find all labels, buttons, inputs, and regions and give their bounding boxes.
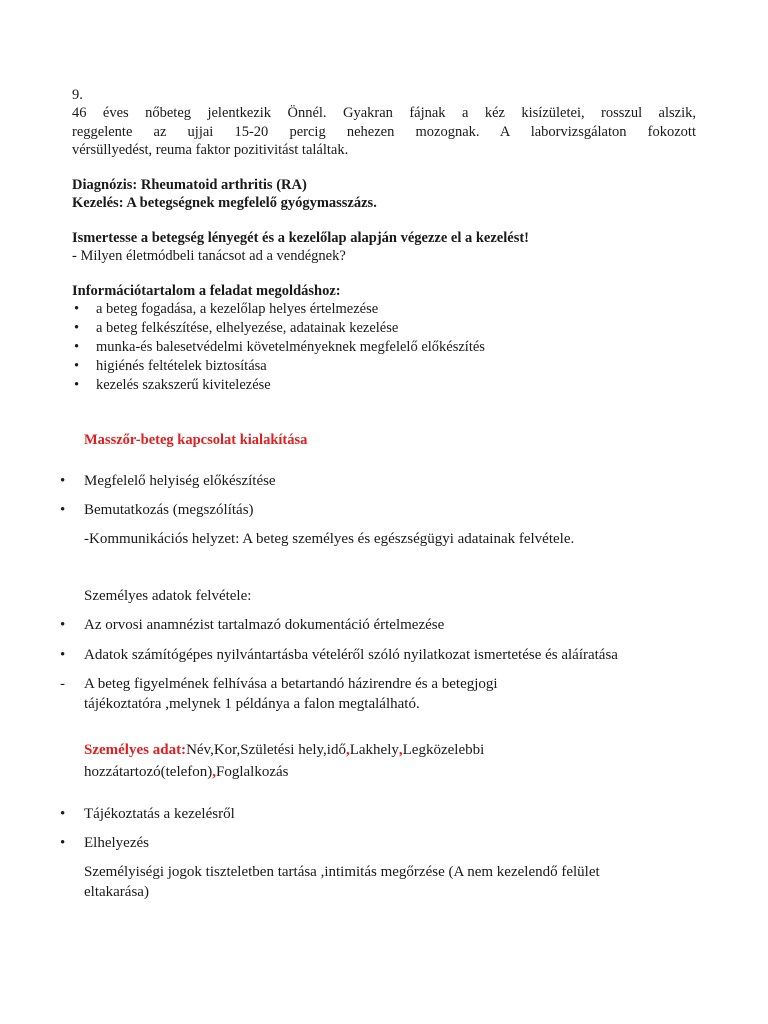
rights-line-1: Személyiségi jogok tiszteletben tartása ,intimitás megőrzése (A nem kezelendő felület: [84, 864, 600, 880]
separator: ,: [212, 764, 217, 780]
list-item-info: Tájékoztatás a kezelésről: [84, 806, 235, 822]
communication-text: -Kommunikációs helyzet: A beteg személyes és egészségügyi adatainak felvétele.: [84, 531, 575, 547]
intro-line-1: 46 éves nőbeteg jelentkezik Önnél. Gyakran fájnak a kéz kisízületei, rosszul alszik,: [72, 105, 696, 121]
info-item: higiénés feltételek biztosítása: [96, 358, 267, 374]
diagnosis: Diagnózis: Rheumatoid arthritis (RA): [72, 177, 307, 193]
personal-data-part: Legközelebbi: [402, 742, 485, 758]
bullet-icon: •: [60, 617, 66, 633]
bullet-icon: •: [60, 647, 66, 663]
personal-data-line-1: [84, 740, 484, 760]
personal-data-part: hozzátartozó(telefon): [84, 764, 213, 780]
personal-heading: Személyes adatok felvétele:: [84, 588, 252, 604]
lifestyle-question: - Milyen életmódbeli tanácsot ad a vendégnek?: [72, 248, 346, 264]
info-heading: Információtartalom a feladat megoldáshoz:: [72, 283, 341, 299]
bullet-icon: •: [74, 358, 80, 374]
list-item-prep: Megfelelő helyiség előkészítése: [84, 473, 276, 489]
rights-line-2: eltakarása): [84, 884, 149, 900]
separator: ,: [345, 742, 350, 758]
bullet-icon: •: [60, 835, 66, 851]
personal-data-label: Személyes adat:: [84, 742, 187, 758]
personal-data-part: Név,Kor,Születési hely,idő: [186, 742, 346, 758]
rules-line-1: A beteg figyelmének felhívása a betartandó házirendre és a betegjogi: [84, 676, 498, 692]
bullet-icon: •: [74, 377, 80, 393]
task-number: 9.: [72, 87, 83, 103]
separator: ,: [398, 742, 403, 758]
list-item-intro: Bemutatkozás (megszólítás): [84, 502, 254, 518]
personal-data-line-2: [84, 762, 289, 782]
bullet-icon: •: [60, 806, 66, 822]
dash-marker: -: [60, 676, 65, 692]
rules-line-2: tájékoztatóra ,melynek 1 példánya a falon megtalálható.: [84, 696, 420, 712]
info-item: a beteg fogadása, a kezelőlap helyes értelmezése: [96, 301, 379, 317]
list-item-consent: Adatok számítógépes nyilvántartásba vételéről szóló nyilatkozat ismertetése és aláíratása: [84, 647, 618, 663]
list-item-doc: Az orvosi anamnézist tartalmazó dokumentáció értelmezése: [84, 617, 445, 633]
bullet-icon: •: [60, 502, 66, 518]
intro-line-3: vérsüllyedést, reuma faktor pozitivitást találtak.: [72, 142, 349, 158]
bullet-icon: •: [74, 301, 80, 317]
section-title: Masszőr-beteg kapcsolat kialakítása: [84, 432, 308, 448]
bullet-icon: •: [60, 473, 66, 489]
bullet-icon: •: [74, 320, 80, 336]
personal-data-part: Lakhely: [349, 742, 399, 758]
info-item: a beteg felkészítése, elhelyezése, adatainak kezelése: [96, 320, 399, 336]
info-item: munka-és balesetvédelmi követelményeknek megfelelő előkészítés: [96, 339, 485, 355]
treatment: Kezelés: A betegségnek megfelelő gyógymasszázs.: [72, 195, 377, 211]
list-item-placement: Elhelyezés: [84, 835, 149, 851]
intro-line-2: reggelente az ujjai 15-20 percig nehezen mozognak. A laborvizsgálaton fokozott: [72, 124, 696, 140]
info-item: kezelés szakszerű kivitelezése: [96, 377, 271, 393]
task-statement: Ismertesse a betegség lényegét és a kezelőlap alapján végezze el a kezelést!: [72, 230, 530, 246]
bullet-icon: •: [74, 339, 80, 355]
personal-data-part: Foglalkozás: [216, 764, 289, 780]
